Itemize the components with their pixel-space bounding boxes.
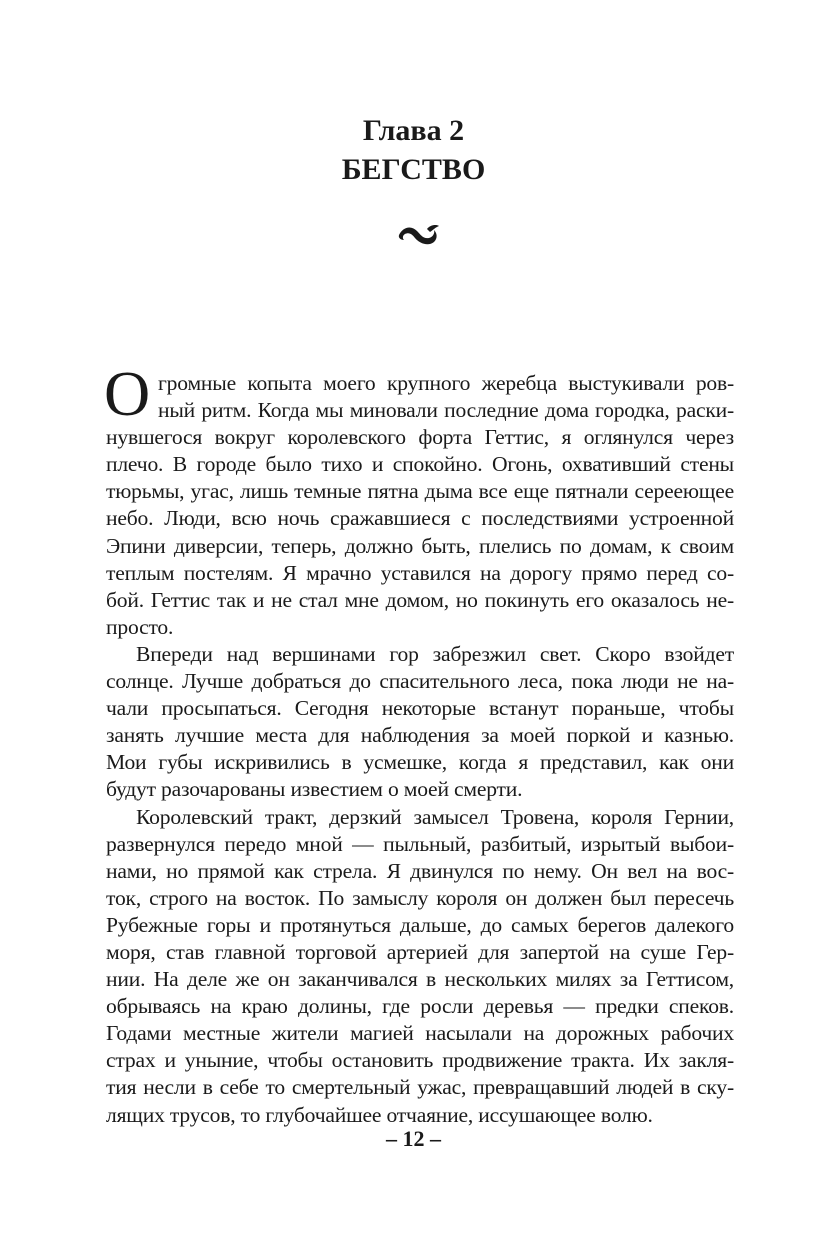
text-line: Мои губы искривились в усмешке, когда я представил, как они [106,750,734,775]
text-line: Эпини диверсии, теперь, должно быть, плелись по домам, к своим [106,533,734,558]
text-line: теплым постелям. Я мрачно уставился на дорогу прямо перед со- [106,560,734,585]
text-line: лящих трусов, то глубочайшее отчаяние, иссушающее волю. [106,1102,653,1127]
text-line: нии. На деле же он заканчивался в нескольких милях за Геттисом, [106,967,734,992]
chapter-title: БЕГСТВО [341,153,486,186]
text-line: страх и уныние, чтобы остановить продвижение тракта. Их закля- [106,1048,734,1073]
text-line: занять лучшие места для наблюдения за моей поркой и казнью. [106,723,734,748]
text-line: развернулся передо мной — пыльный, разбитый, изрытый выбои- [106,831,734,856]
text-line: просто. [106,614,174,639]
text-line: моря, став главной торговой артерией для запертой на суше Гер- [106,939,734,964]
text-line: чали просыпаться. Сегодня некоторые встанут пораньше, чтобы [106,696,734,721]
text-line: бой. Геттис так и не стал мне домом, но покинуть его оказалось не- [106,587,734,612]
body-text [104,358,734,1129]
text-line: Королевский тракт, дерзкий замысел Тровена, короля Гернии, [136,804,734,829]
leaf-ornament-icon [397,221,441,247]
text-line: ток, строго на восток. По замыслу короля он должен был пересечь [106,885,734,910]
page-number: – 12 – [386,1126,441,1151]
text-line: тюрьмы, угас, лишь темные пятна дыма все еще пятнали серееющее [106,479,734,504]
text-line: плечо. В городе было тихо и спокойно. Огонь, охвативший стены [106,452,734,477]
text-line: тия несли в себе то смертельный ужас, превращавший людей в ску- [106,1075,734,1100]
text-line: нами, но прямой как стрела. Я двинулся по нему. Он вел на вос- [106,858,734,883]
text-line: солнце. Лучше добраться до спасительного леса, пока люди не на- [106,669,734,694]
text-line: Годами местные жители магией насылали на дорожных рабочих [106,1021,734,1046]
chapter-number: Глава 2 [362,114,465,147]
text-line: Впереди над вершинами гор забрезжил свет. Скоро взойдет [136,641,734,666]
text-line: обрываясь на краю долины, где росли деревья — предки спеков. [106,994,734,1019]
text-line: ный ритм. Когда мы миновали последние дома городка, раски- [158,398,734,423]
text-line: будут разочарованы известием о моей смерти. [106,777,523,802]
text-line: нувшегося вокруг королевского форта Геттис, я оглянулся через [106,425,734,450]
text-line: громные копыта моего крупного жеребца выстукивали ров- [158,371,734,395]
text-line: Рубежные горы и протянуться дальше, до самых берегов далекого [106,912,734,937]
drop-cap: О [104,358,151,429]
text-line: небо. Люди, всю ночь сражавшиеся с последствиями устроенной [106,506,734,531]
